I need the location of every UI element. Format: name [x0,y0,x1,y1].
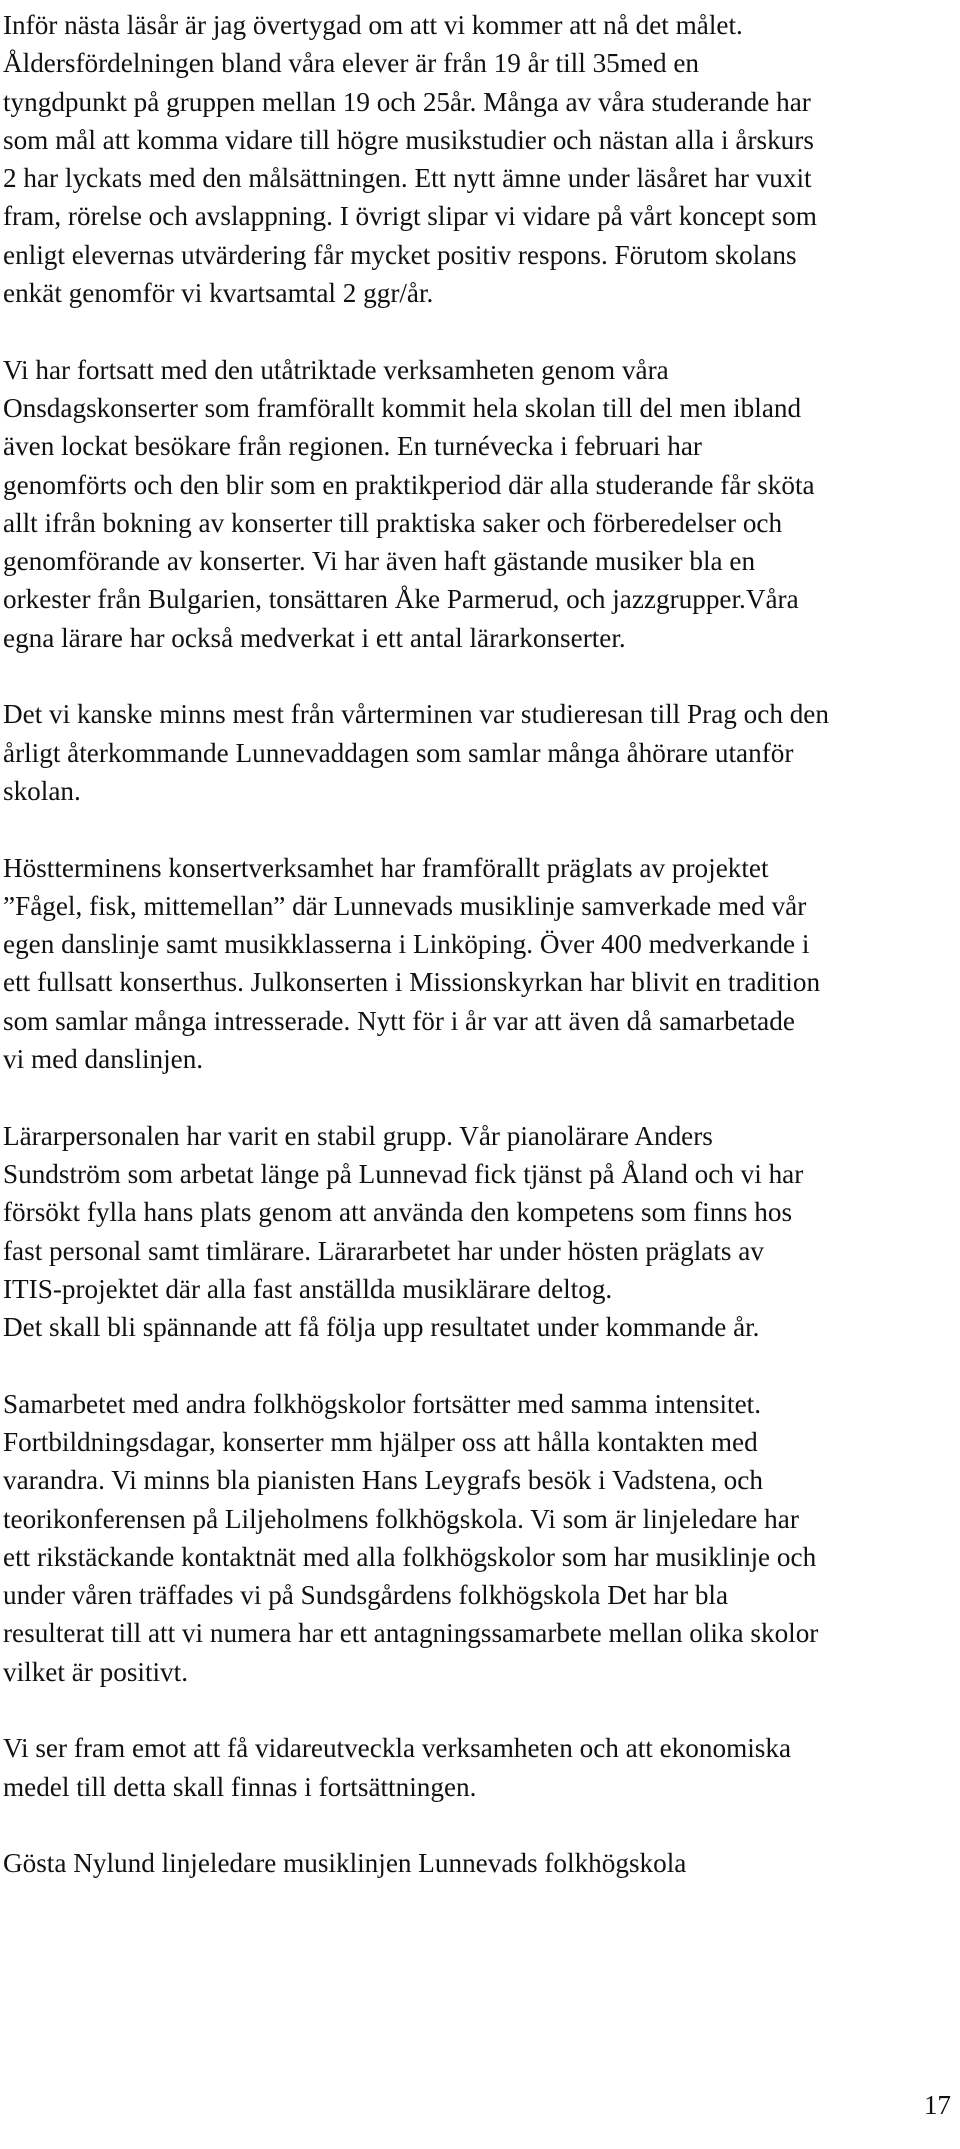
page-number: 17 [923,2090,951,2120]
text-line: ITIS-projektet där alla fast anställda musiklärare deltog. [3,1273,613,1304]
text-line: ett rikstäckande kontaktnät med alla folkhögskolor som har musiklinje och [3,1541,817,1572]
text-line: enkät genomför vi kvartsamtal 2 ggr/år. [3,278,434,309]
text-line: Det vi kanske minns mest från vårterminen var studieresan till Prag och den [3,699,829,730]
text-line: som mål att komma vidare till högre musikstudier och nästan alla i årskurs [3,124,814,155]
text-line: vilket är positivt. [3,1656,189,1687]
text-line: orkester från Bulgarien, tonsättaren Åke Parmerud, och jazzgrupper.Våra [3,584,799,615]
text-line: Höstterminens konsertverksamhet har framförallt präglats av projektet [3,852,769,883]
signature-line [3,1844,960,1882]
text-line: Samarbetet med andra folkhögskolor fortsätter med samma intensitet. [3,1388,762,1419]
text-line: Sundström som arbetat länge på Lunnevad fick tjänst på Åland och vi har [3,1158,804,1189]
text-line: genomförande av konserter. Vi har även haft gästande musiker bla en [3,546,756,577]
paragraph-outreach [3,351,960,657]
text-line: Fortbildningsdagar, konserter mm hjälper oss att hålla kontakten med [3,1426,758,1457]
text-line: skolan. [3,775,81,806]
text-line: allt ifrån bokning av konserter till praktiska saker och förberedelser och [3,507,783,538]
text-line: medel till detta skall finnas i fortsättningen. [3,1771,477,1802]
text-line: under våren träffades vi på Sundsgårdens folkhögskola Det har bla [3,1580,729,1611]
text-line: Onsdagskonserter som framförallt kommit hela skolan till del men ibland [3,392,802,423]
text-line: Gösta Nylund linjeledare musiklinjen Lunnevads folkhögskola [3,1848,687,1879]
text-line: fast personal samt timlärare. Lärararbetet har under hösten präglats av [3,1235,764,1266]
paragraph-cooperation [3,1385,960,1691]
text-line: ”Fågel, fisk, mittemellan” där Lunnevads musiklinje samverkade med vår [3,890,807,921]
text-line: Åldersfördelningen bland våra elever är från 19 år till 35med en [3,48,700,79]
text-line: teorikonferensen på Liljeholmens folkhögskola. Vi som är linjeledare har [3,1503,799,1534]
paragraph-spring-term [3,695,960,810]
text-line: resulterat till att vi numera har ett antagningssamarbete mellan olika skolor [3,1618,819,1649]
text-line: ett fullsatt konserthus. Julkonserten i Missionskyrkan har blivit en tradition [3,967,821,998]
text-line: egna lärare har också medverkat i ett antal lärarkonserter. [3,622,626,653]
text-line: Det skall bli spännande att få följa upp resultatet under kommande år. [3,1312,760,1343]
paragraph-teaching-staff [3,1117,960,1347]
text-line: Inför nästa läsår är jag övertygad om att vi kommer att nå det målet. [3,10,743,40]
text-line: varandra. Vi minns bla pianisten Hans Leygrafs besök i Vadstena, och [3,1465,763,1496]
text-line: 2 har lyckats med den målsättningen. Ett nytt ämne under läsåret har vuxit [3,163,812,194]
text-line: Vi har fortsatt med den utåtriktade verksamheten genom våra [3,354,669,385]
text-line: enligt elevernas utvärdering får mycket positiv respons. Förutom skolans [3,239,797,270]
paragraph-next-year [3,6,960,312]
text-line: även lockat besökare från regionen. En turnévecka i februari har [3,431,702,462]
text-line: Vi ser fram emot att få vidareutveckla verksamheten och att ekonomiska [3,1733,792,1764]
text-line: som samlar många intresserade. Nytt för i år var att även då samarbetade [3,1005,795,1036]
text-line: tyngdpunkt på gruppen mellan 19 och 25år. Många av våra studerande har [3,86,811,117]
paragraph-outlook [3,1729,960,1806]
paragraph-autumn-term [3,849,960,1079]
text-line: egen danslinje samt musikklasserna i Linköping. Över 400 medverkande i [3,929,810,960]
text-line: vi med danslinjen. [3,1044,204,1075]
text-line: fram, rörelse och avslappning. I övrigt slipar vi vidare på vårt koncept som [3,201,817,232]
text-line: Lärarpersonalen har varit en stabil grupp. Vår pianolärare Anders [3,1120,713,1151]
text-line: försökt fylla hans plats genom att använda den kompetens som finns hos [3,1197,793,1228]
text-line: genomförts och den blir som en praktikperiod där alla studerande får sköta [3,469,815,500]
text-line: årligt återkommande Lunnevaddagen som samlar många åhörare utanför [3,737,794,768]
